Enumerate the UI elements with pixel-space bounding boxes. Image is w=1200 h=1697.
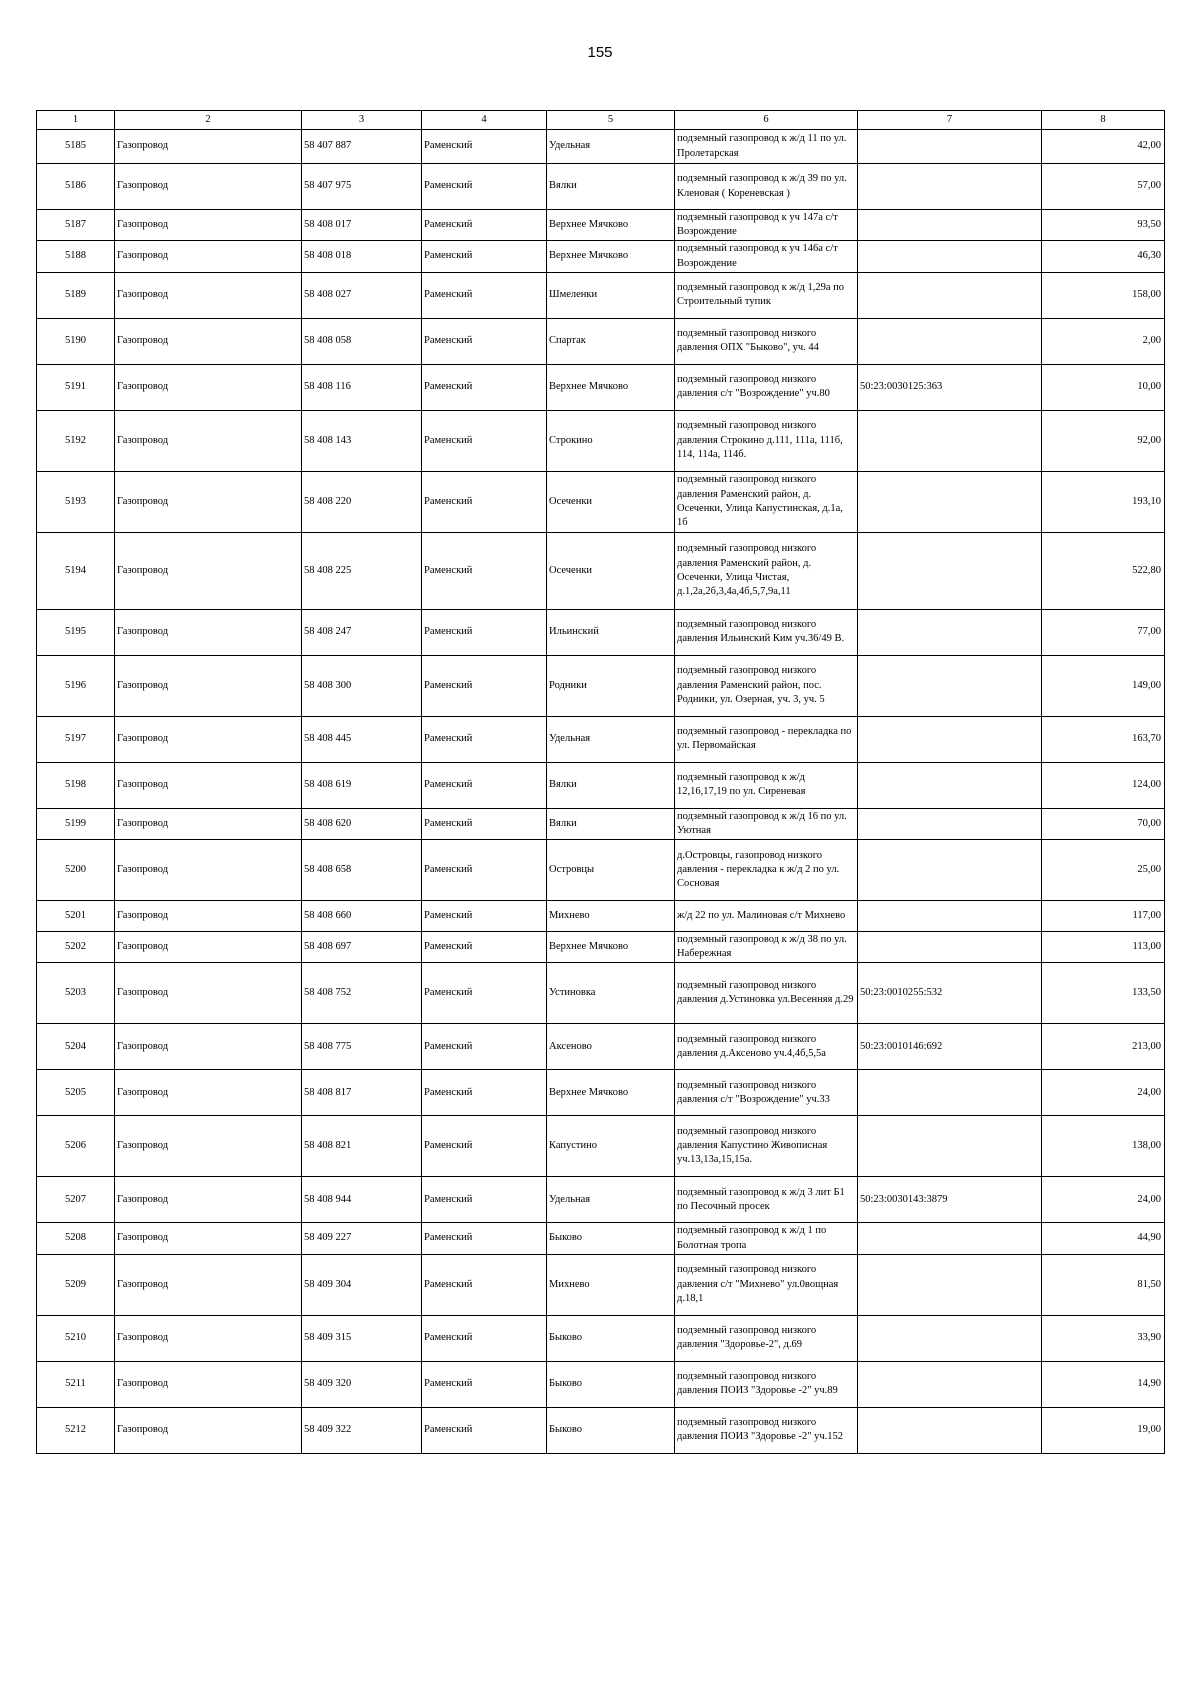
row-number-cell: 5200 [37, 840, 115, 901]
object-name-cell: Газопровод [115, 241, 302, 272]
registry-code-cell: 58 408 619 [302, 762, 422, 808]
object-name-cell: Газопровод [115, 410, 302, 471]
row-number-cell: 5209 [37, 1254, 115, 1315]
locality-cell: Родники [547, 655, 675, 716]
district-cell: Раменский [422, 210, 547, 241]
cadastral-number-cell [858, 241, 1042, 272]
cadastral-number-cell [858, 932, 1042, 963]
cadastral-number-cell [858, 1361, 1042, 1407]
locality-cell: Удельная [547, 1177, 675, 1223]
cadastral-number-cell [858, 532, 1042, 609]
registry-code-cell: 58 408 660 [302, 901, 422, 932]
cadastral-number-cell [858, 164, 1042, 210]
locality-cell: Спартак [547, 318, 675, 364]
length-cell: 158,00 [1042, 272, 1165, 318]
object-name-cell: Газопровод [115, 932, 302, 963]
description-cell: ж/д 22 по ул. Малиновая с/т Михнево [675, 901, 858, 932]
district-cell: Раменский [422, 932, 547, 963]
length-cell: 163,70 [1042, 716, 1165, 762]
object-name-cell: Газопровод [115, 1407, 302, 1453]
column-header: 4 [422, 111, 547, 130]
registry-code-cell: 58 409 304 [302, 1254, 422, 1315]
table-row [37, 130, 1165, 164]
district-cell: Раменский [422, 318, 547, 364]
description-cell: подземный газопровод к уч 146а с/т Возрождение [675, 241, 858, 272]
column-header: 8 [1042, 111, 1165, 130]
cadastral-number-cell [858, 130, 1042, 164]
locality-cell: Быково [547, 1361, 675, 1407]
object-name-cell: Газопровод [115, 1315, 302, 1361]
length-cell: 33,90 [1042, 1315, 1165, 1361]
description-cell: д.Островцы, газопровод низкого давления - перекладка к ж/д 2 по ул. Сосновая [675, 840, 858, 901]
row-number-cell: 5201 [37, 901, 115, 932]
district-cell: Раменский [422, 1070, 547, 1116]
row-number-cell: 5191 [37, 364, 115, 410]
description-cell: подземный газопровод к ж/д 1 по Болотная тропа [675, 1223, 858, 1254]
cadastral-number-cell [858, 840, 1042, 901]
district-cell: Раменский [422, 1116, 547, 1177]
registry-code-cell: 58 408 944 [302, 1177, 422, 1223]
length-cell: 24,00 [1042, 1177, 1165, 1223]
registry-code-cell: 58 408 058 [302, 318, 422, 364]
locality-cell: Верхнее Мячково [547, 241, 675, 272]
registry-code-cell: 58 409 320 [302, 1361, 422, 1407]
locality-cell: Михнево [547, 901, 675, 932]
row-number-cell: 5206 [37, 1116, 115, 1177]
row-number-cell: 5196 [37, 655, 115, 716]
cadastral-number-cell [858, 1315, 1042, 1361]
registry-code-cell: 58 408 658 [302, 840, 422, 901]
district-cell: Раменский [422, 655, 547, 716]
length-cell: 133,50 [1042, 963, 1165, 1024]
registry-code-cell: 58 408 775 [302, 1024, 422, 1070]
locality-cell: Осеченки [547, 471, 675, 532]
object-name-cell: Газопровод [115, 471, 302, 532]
table-row [37, 164, 1165, 210]
table-row [37, 932, 1165, 963]
row-number-cell: 5204 [37, 1024, 115, 1070]
object-name-cell: Газопровод [115, 1024, 302, 1070]
row-number-cell: 5207 [37, 1177, 115, 1223]
length-cell: 46,30 [1042, 241, 1165, 272]
cadastral-number-cell [858, 210, 1042, 241]
length-cell: 77,00 [1042, 609, 1165, 655]
district-cell: Раменский [422, 1315, 547, 1361]
table-row [37, 1407, 1165, 1453]
row-number-cell: 5188 [37, 241, 115, 272]
object-name-cell: Газопровод [115, 655, 302, 716]
district-cell: Раменский [422, 1361, 547, 1407]
district-cell: Раменский [422, 364, 547, 410]
table-row [37, 532, 1165, 609]
length-cell: 19,00 [1042, 1407, 1165, 1453]
row-number-cell: 5197 [37, 716, 115, 762]
table-row [37, 364, 1165, 410]
object-name-cell: Газопровод [115, 210, 302, 241]
row-number-cell: 5208 [37, 1223, 115, 1254]
length-cell: 522,80 [1042, 532, 1165, 609]
cadastral-number-cell [858, 901, 1042, 932]
length-cell: 70,00 [1042, 808, 1165, 839]
table-row [37, 471, 1165, 532]
object-name-cell: Газопровод [115, 716, 302, 762]
locality-cell: Капустино [547, 1116, 675, 1177]
length-cell: 10,00 [1042, 364, 1165, 410]
table-row [37, 762, 1165, 808]
cadastral-number-cell [858, 762, 1042, 808]
description-cell: подземный газопровод к ж/д 3 лит Б1 по Песочный просек [675, 1177, 858, 1223]
description-cell: подземный газопровод низкого давления "Здоровье-2", д.69 [675, 1315, 858, 1361]
registry-code-cell: 58 408 143 [302, 410, 422, 471]
description-cell: подземный газопровод - перекладка по ул. Первомайская [675, 716, 858, 762]
description-cell: подземный газопровод низкого давления Раменский район, пос. Родники, ул. Озерная, уч. 3, уч. 5 [675, 655, 858, 716]
description-cell: подземный газопровод к ж/д 1,29а по Строительный тупик [675, 272, 858, 318]
district-cell: Раменский [422, 963, 547, 1024]
length-cell: 193,10 [1042, 471, 1165, 532]
description-cell: подземный газопровод к ж/д 12,16,17,19 по ул. Сиреневая [675, 762, 858, 808]
district-cell: Раменский [422, 808, 547, 839]
description-cell: подземный газопровод низкого давления д.Устиновка ул.Весенняя д.29 [675, 963, 858, 1024]
registry-code-cell: 58 408 445 [302, 716, 422, 762]
registry-code-cell: 58 407 887 [302, 130, 422, 164]
cadastral-number-cell [858, 1116, 1042, 1177]
district-cell: Раменский [422, 130, 547, 164]
locality-cell: Михнево [547, 1254, 675, 1315]
locality-cell: Удельная [547, 716, 675, 762]
object-name-cell: Газопровод [115, 901, 302, 932]
row-number-cell: 5194 [37, 532, 115, 609]
table-row [37, 272, 1165, 318]
cadastral-number-cell [858, 609, 1042, 655]
locality-cell: Шмеленки [547, 272, 675, 318]
registry-code-cell: 58 408 697 [302, 932, 422, 963]
description-cell: подземный газопровод низкого давления с/т "Возрождение" уч.33 [675, 1070, 858, 1116]
description-cell: подземный газопровод низкого давления Раменский район, д. Осеченки, Улица Капустинская, д.1а, 1б [675, 471, 858, 532]
locality-cell: Ильинский [547, 609, 675, 655]
description-cell: подземный газопровод низкого давления ОПХ "Быково", уч. 44 [675, 318, 858, 364]
district-cell: Раменский [422, 1223, 547, 1254]
district-cell: Раменский [422, 840, 547, 901]
column-header: 3 [302, 111, 422, 130]
length-cell: 44,90 [1042, 1223, 1165, 1254]
locality-cell: Вялки [547, 808, 675, 839]
cadastral-number-cell: 50:23:0010146:692 [858, 1024, 1042, 1070]
row-number-cell: 5187 [37, 210, 115, 241]
locality-cell: Быково [547, 1315, 675, 1361]
district-cell: Раменский [422, 1024, 547, 1070]
cadastral-number-cell: 50:23:0030125:363 [858, 364, 1042, 410]
row-number-cell: 5199 [37, 808, 115, 839]
table-row [37, 901, 1165, 932]
length-cell: 57,00 [1042, 164, 1165, 210]
registry-code-cell: 58 408 027 [302, 272, 422, 318]
length-cell: 213,00 [1042, 1024, 1165, 1070]
district-cell: Раменский [422, 1177, 547, 1223]
object-name-cell: Газопровод [115, 1223, 302, 1254]
object-name-cell: Газопровод [115, 532, 302, 609]
column-header: 2 [115, 111, 302, 130]
gas-pipeline-registry-table [36, 110, 1165, 1454]
district-cell: Раменский [422, 609, 547, 655]
object-name-cell: Газопровод [115, 762, 302, 808]
column-number-row [37, 111, 1165, 130]
cadastral-number-cell [858, 808, 1042, 839]
description-cell: подземный газопровод низкого давления д.Аксеново уч.4,4б,5,5а [675, 1024, 858, 1070]
district-cell: Раменский [422, 164, 547, 210]
description-cell: подземный газопровод к уч 147а с/т Возрождение [675, 210, 858, 241]
registry-code-cell: 58 408 017 [302, 210, 422, 241]
length-cell: 113,00 [1042, 932, 1165, 963]
length-cell: 14,90 [1042, 1361, 1165, 1407]
table-row [37, 1116, 1165, 1177]
registry-body [37, 130, 1165, 1454]
table-row [37, 1024, 1165, 1070]
description-cell: подземный газопровод низкого давления с/т "Возрождение" уч.80 [675, 364, 858, 410]
table-row [37, 609, 1165, 655]
object-name-cell: Газопровод [115, 272, 302, 318]
description-cell: подземный газопровод к ж/д 38 по ул. Набережная [675, 932, 858, 963]
description-cell: подземный газопровод низкого давления Капустино Живописная уч.13,13а,15,15а. [675, 1116, 858, 1177]
registry-code-cell: 58 408 116 [302, 364, 422, 410]
locality-cell: Верхнее Мячково [547, 932, 675, 963]
column-header: 1 [37, 111, 115, 130]
locality-cell: Устиновка [547, 963, 675, 1024]
table-row [37, 318, 1165, 364]
description-cell: подземный газопровод низкого давления с/т "Михнево" ул.0вощная д.18,1 [675, 1254, 858, 1315]
registry-code-cell: 58 408 620 [302, 808, 422, 839]
row-number-cell: 5195 [37, 609, 115, 655]
locality-cell: Верхнее Мячково [547, 1070, 675, 1116]
locality-cell: Вялки [547, 762, 675, 808]
locality-cell: Осеченки [547, 532, 675, 609]
table-row [37, 410, 1165, 471]
cadastral-number-cell [858, 655, 1042, 716]
length-cell: 117,00 [1042, 901, 1165, 932]
district-cell: Раменский [422, 241, 547, 272]
locality-cell: Аксеново [547, 1024, 675, 1070]
length-cell: 24,00 [1042, 1070, 1165, 1116]
object-name-cell: Газопровод [115, 1361, 302, 1407]
registry-code-cell: 58 408 300 [302, 655, 422, 716]
row-number-cell: 5192 [37, 410, 115, 471]
table-row [37, 1177, 1165, 1223]
row-number-cell: 5203 [37, 963, 115, 1024]
cadastral-number-cell: 50:23:0030143:3879 [858, 1177, 1042, 1223]
district-cell: Раменский [422, 901, 547, 932]
column-header: 5 [547, 111, 675, 130]
row-number-cell: 5193 [37, 471, 115, 532]
object-name-cell: Газопровод [115, 840, 302, 901]
cadastral-number-cell [858, 1070, 1042, 1116]
length-cell: 149,00 [1042, 655, 1165, 716]
table-row [37, 808, 1165, 839]
district-cell: Раменский [422, 762, 547, 808]
description-cell: подземный газопровод низкого давления Ильинский Ким уч.36/49 В. [675, 609, 858, 655]
cadastral-number-cell [858, 716, 1042, 762]
length-cell: 124,00 [1042, 762, 1165, 808]
registry-code-cell: 58 408 821 [302, 1116, 422, 1177]
registry-code-cell: 58 408 247 [302, 609, 422, 655]
object-name-cell: Газопровод [115, 130, 302, 164]
row-number-cell: 5189 [37, 272, 115, 318]
description-cell: подземный газопровод к ж/д 11 по ул. Пролетарская [675, 130, 858, 164]
registry-code-cell: 58 408 817 [302, 1070, 422, 1116]
table-row [37, 1315, 1165, 1361]
length-cell: 25,00 [1042, 840, 1165, 901]
object-name-cell: Газопровод [115, 808, 302, 839]
length-cell: 2,00 [1042, 318, 1165, 364]
description-cell: подземный газопровод низкого давления ПОИЗ "Здоровье -2" уч.89 [675, 1361, 858, 1407]
table-row [37, 840, 1165, 901]
row-number-cell: 5202 [37, 932, 115, 963]
object-name-cell: Газопровод [115, 164, 302, 210]
object-name-cell: Газопровод [115, 963, 302, 1024]
row-number-cell: 5190 [37, 318, 115, 364]
object-name-cell: Газопровод [115, 1177, 302, 1223]
row-number-cell: 5185 [37, 130, 115, 164]
district-cell: Раменский [422, 1407, 547, 1453]
district-cell: Раменский [422, 410, 547, 471]
row-number-cell: 5186 [37, 164, 115, 210]
registry-code-cell: 58 407 975 [302, 164, 422, 210]
locality-cell: Быково [547, 1223, 675, 1254]
table-row [37, 716, 1165, 762]
row-number-cell: 5211 [37, 1361, 115, 1407]
object-name-cell: Газопровод [115, 1116, 302, 1177]
length-cell: 92,00 [1042, 410, 1165, 471]
object-name-cell: Газопровод [115, 364, 302, 410]
object-name-cell: Газопровод [115, 1070, 302, 1116]
page-number: 155 [587, 44, 613, 61]
district-cell: Раменский [422, 471, 547, 532]
district-cell: Раменский [422, 1254, 547, 1315]
object-name-cell: Газопровод [115, 318, 302, 364]
row-number-cell: 5212 [37, 1407, 115, 1453]
row-number-cell: 5198 [37, 762, 115, 808]
locality-cell: Вялки [547, 164, 675, 210]
column-header: 7 [858, 111, 1042, 130]
cadastral-number-cell: 50:23:0010255:532 [858, 963, 1042, 1024]
registry-code-cell: 58 409 227 [302, 1223, 422, 1254]
locality-cell: Удельная [547, 130, 675, 164]
cadastral-number-cell [858, 1407, 1042, 1453]
cadastral-number-cell [858, 471, 1042, 532]
cadastral-number-cell [858, 272, 1042, 318]
locality-cell: Быково [547, 1407, 675, 1453]
cadastral-number-cell [858, 410, 1042, 471]
table-row [37, 1223, 1165, 1254]
table-row [37, 210, 1165, 241]
table-row [37, 1070, 1165, 1116]
row-number-cell: 5205 [37, 1070, 115, 1116]
district-cell: Раменский [422, 532, 547, 609]
district-cell: Раменский [422, 272, 547, 318]
length-cell: 81,50 [1042, 1254, 1165, 1315]
row-number-cell: 5210 [37, 1315, 115, 1361]
description-cell: подземный газопровод низкого давления ПОИЗ "Здоровье -2" уч.152 [675, 1407, 858, 1453]
cadastral-number-cell [858, 1223, 1042, 1254]
registry-code-cell: 58 409 322 [302, 1407, 422, 1453]
registry-code-cell: 58 409 315 [302, 1315, 422, 1361]
column-header: 6 [675, 111, 858, 130]
table-row [37, 1254, 1165, 1315]
registry-code-cell: 58 408 752 [302, 963, 422, 1024]
registry-code-cell: 58 408 225 [302, 532, 422, 609]
locality-cell: Строкино [547, 410, 675, 471]
description-cell: подземный газопровод низкого давления Раменский район, д. Осеченки, Улица Чистая, д.1,2а,2б,3,4а,4б,5,7,9а,11 [675, 532, 858, 609]
district-cell: Раменский [422, 716, 547, 762]
description-cell: подземный газопровод к ж/д 16 по ул. Уютная [675, 808, 858, 839]
cadastral-number-cell [858, 318, 1042, 364]
locality-cell: Верхнее Мячково [547, 210, 675, 241]
locality-cell: Верхнее Мячково [547, 364, 675, 410]
object-name-cell: Газопровод [115, 609, 302, 655]
length-cell: 42,00 [1042, 130, 1165, 164]
locality-cell: Островцы [547, 840, 675, 901]
registry-code-cell: 58 408 018 [302, 241, 422, 272]
description-cell: подземный газопровод низкого давления Строкино д.111, 111а, 111б, 114, 114а, 114б. [675, 410, 858, 471]
length-cell: 138,00 [1042, 1116, 1165, 1177]
table-row [37, 655, 1165, 716]
table-row [37, 1361, 1165, 1407]
registry-code-cell: 58 408 220 [302, 471, 422, 532]
table-row [37, 241, 1165, 272]
description-cell: подземный газопровод к ж/д 39 по ул. Кленовая ( Кореневская ) [675, 164, 858, 210]
cadastral-number-cell [858, 1254, 1042, 1315]
object-name-cell: Газопровод [115, 1254, 302, 1315]
table-row [37, 963, 1165, 1024]
length-cell: 93,50 [1042, 210, 1165, 241]
